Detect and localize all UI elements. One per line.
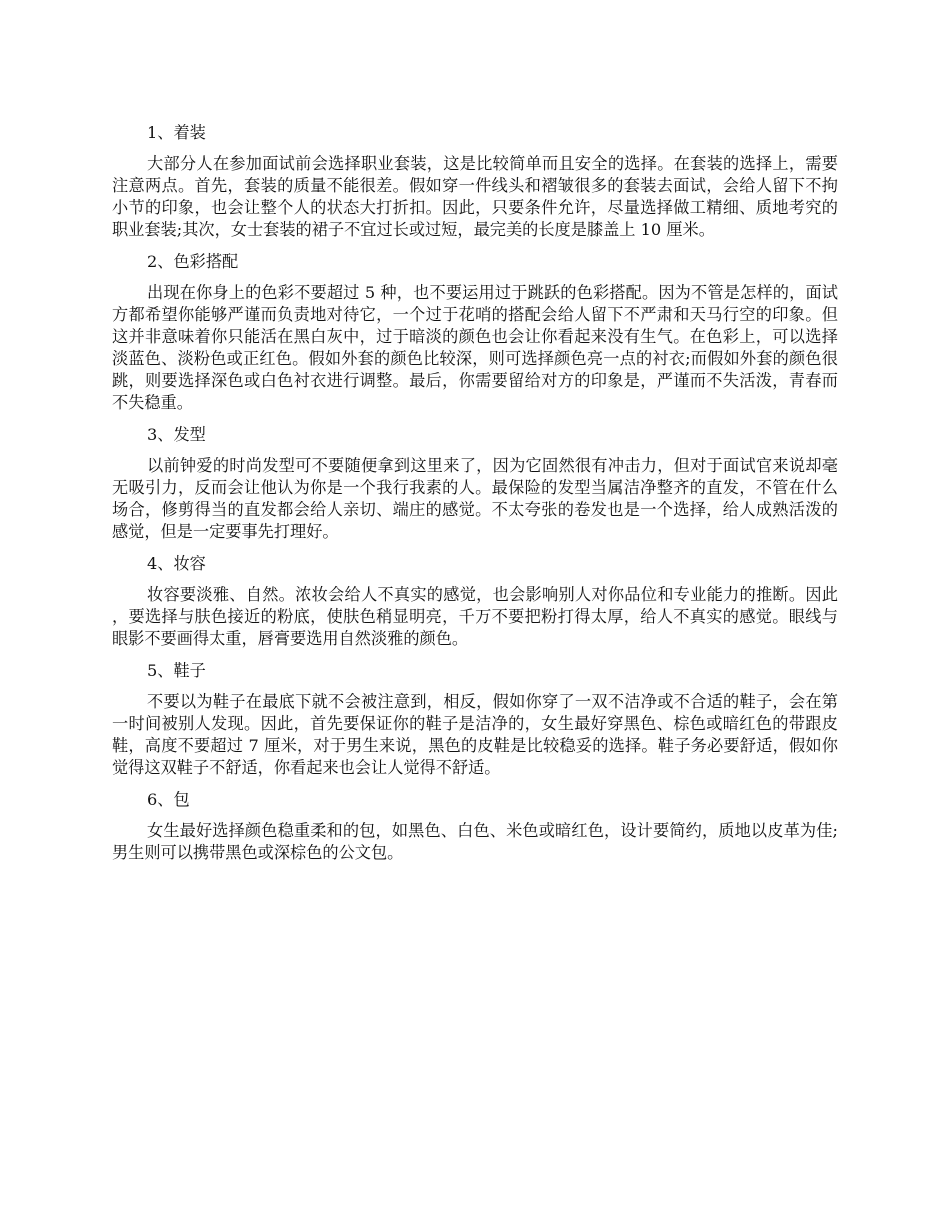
section-paragraph: 大部分人在参加面试前会选择职业套装，这是比较简单而且安全的选择。在套装的选择上，需要注意两点。首先，套装的质量不能很差。假如穿一件线头和褶皱很多的套装去面试，会给人留下不拘小节的印象，也会让整个人的状态大打折扣。因此，只要条件允许，尽量选择做工精细、质地考究的职业套装;其次，女士套装的裙子不宜过长或过短，最完美的长度是膝盖上 10 厘米。 <box>112 154 838 239</box>
section-bag <box>112 789 838 864</box>
section-attire <box>112 122 838 241</box>
section-heading: 6、包 <box>147 790 190 809</box>
section-heading: 5、鞋子 <box>147 661 206 680</box>
section-heading: 1、着装 <box>147 123 206 142</box>
section-paragraph: 女生最好选择颜色稳重柔和的包，如黑色、白色、米色或暗红色，设计要简约，质地以皮革为佳;男生则可以携带黑色或深棕色的公文包。 <box>112 821 838 862</box>
section-color-matching <box>112 251 838 414</box>
section-paragraph: 妆容要淡雅、自然。浓妆会给人不真实的感觉，也会影响别人对你品位和专业能力的推断。因此，要选择与肤色接近的粉底，使肤色稍显明亮，千万不要把粉打得太厚，给人不真实的感觉。眼线与眼影不要画得太重，唇膏要选用自然淡雅的颜色。 <box>112 585 838 648</box>
section-hairstyle <box>112 424 838 543</box>
section-paragraph: 不要以为鞋子在最底下就不会被注意到，相反，假如你穿了一双不洁净或不合适的鞋子，会在第一时间被别人发现。因此，首先要保证你的鞋子是洁净的，女生最好穿黑色、棕色或暗红色的带跟皮鞋，高度不要超过 7 厘米，对于男生来说，黑色的皮鞋是比较稳妥的选择。鞋子务必要舒适，假如你觉得这双鞋子不舒适，你看起来也会让人觉得不舒适。 <box>112 692 838 777</box>
section-makeup <box>112 553 838 650</box>
section-shoes <box>112 660 838 779</box>
section-heading: 4、妆容 <box>147 554 206 573</box>
section-paragraph: 出现在你身上的色彩不要超过 5 种，也不要运用过于跳跃的色彩搭配。因为不管是怎样的，面试方都希望你能够严谨而负责地对待它，一个过于花哨的搭配会给人留下不严肃和天马行空的印象。但这并非意味着你只能活在黑白灰中，过于暗淡的颜色也会让你看起来没有生气。在色彩上，可以选择淡蓝色、淡粉色或正红色。假如外套的颜色比较深，则可选择颜色亮一点的衬衣;而假如外套的颜色很跳，则要选择深色或白色衬衣进行调整。最后，你需要留给对方的印象是，严谨而不失活泼，青春而不失稳重。 <box>112 283 838 412</box>
section-heading: 3、发型 <box>147 425 206 444</box>
section-paragraph: 以前钟爱的时尚发型可不要随便拿到这里来了，因为它固然很有冲击力，但对于面试官来说却毫无吸引力，反而会让他认为你是一个我行我素的人。最保险的发型当属洁净整齐的直发，不管在什么场合，修剪得当的直发都会给人亲切、端庄的感觉。不太夸张的卷发也是一个选择，给人成熟活泼的感觉，但是一定要事先打理好。 <box>112 456 838 541</box>
section-heading: 2、色彩搭配 <box>147 252 239 271</box>
document-page <box>112 122 838 874</box>
